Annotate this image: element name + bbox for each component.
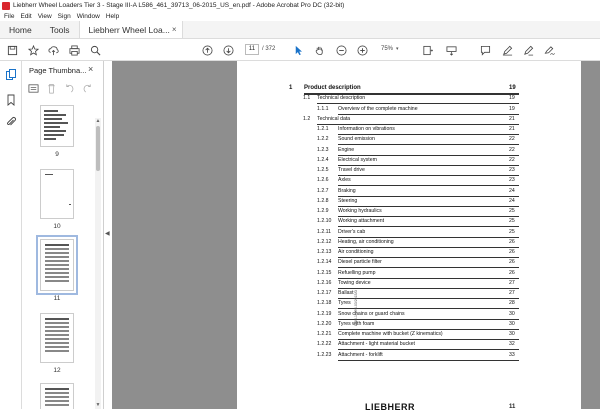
toc-underline (338, 134, 519, 135)
toc-number: 1.2.10 (317, 218, 332, 225)
thumbnail-label: 11 (53, 295, 61, 302)
toc-page-number: 19 (509, 85, 516, 91)
panel-close-button[interactable]: × (88, 64, 94, 74)
toc-entry[interactable] (237, 341, 581, 351)
toc-underline (338, 175, 519, 176)
toc-entry[interactable] (237, 116, 581, 126)
highlight-icon[interactable] (521, 43, 535, 57)
toc-underline (338, 308, 519, 309)
toc-page-number: 22 (509, 146, 515, 153)
toc-number: 1.1.1 (317, 105, 329, 112)
toc-underline (338, 144, 519, 145)
toc-entry[interactable] (237, 229, 581, 239)
window-title: Liebherr Wheel Loaders Tier 3 - Stage III-A L586_461_39713_06-2015_US_en.pdf - Adobe Acrobat Pro DC (32-bit) (13, 2, 345, 9)
toc-title: Complete machine with bucket (Z kinematics) (338, 331, 443, 337)
toc-title: Engine (338, 146, 355, 153)
toc-underline (338, 329, 519, 330)
toc-number: 1.2.14 (317, 259, 332, 266)
thumbnail-scrollbar[interactable] (95, 118, 101, 409)
toc-title: Working hydraulics (338, 208, 382, 214)
toc-underline (338, 165, 519, 166)
toc-underline (338, 155, 519, 156)
page-thumbnail-selected[interactable] (40, 239, 74, 291)
page-thumbnails-icon[interactable] (5, 69, 17, 81)
toc-underline (338, 114, 519, 115)
toc-number: 1.2.11 (317, 228, 332, 235)
toc-page-number: 22 (509, 136, 515, 143)
toc-title: Electrical system (338, 156, 377, 163)
toc-title: Driver's cab (338, 228, 366, 235)
toc-underline (338, 298, 519, 299)
toc-entry[interactable] (237, 239, 581, 249)
pen-icon[interactable] (500, 43, 514, 57)
toc-number: 1.2.19 (317, 310, 332, 317)
title-bar (0, 0, 600, 11)
toc-number: 1.2.18 (317, 300, 332, 307)
toc-title: Air conditioning (338, 249, 374, 255)
toc-title: Travel drive (338, 167, 365, 173)
print-icon[interactable] (67, 43, 81, 57)
toc-number: 1.2.6 (317, 177, 329, 184)
toc-title: Sound emission (338, 136, 375, 143)
menu-file[interactable]: File (4, 12, 15, 20)
toc-page-number: 28 (509, 300, 515, 307)
toolbar (0, 39, 600, 61)
menu-help[interactable]: Help (105, 12, 120, 20)
rotate-cw-icon[interactable] (82, 83, 93, 94)
page-side-text: L586-16396-03/2015/D (354, 289, 358, 326)
toc-underline (338, 206, 519, 207)
acrobat-icon (2, 2, 10, 10)
toc-entry[interactable] (237, 249, 581, 259)
toc-page-number: 21 (509, 115, 515, 122)
toc-entry[interactable] (237, 321, 581, 331)
toc-entry[interactable] (237, 85, 581, 95)
page-thumbnail[interactable] (40, 169, 74, 219)
toc-title: Overview of the complete machine (338, 105, 418, 112)
menu-window[interactable]: Window (76, 12, 100, 20)
tab-tools[interactable]: Tools (49, 24, 70, 35)
toc-entry[interactable] (237, 218, 581, 228)
toc-title: Heating, air conditioning (338, 238, 394, 245)
keyboard-icon[interactable] (444, 43, 458, 57)
toc-title: Snow chains or guard chains (338, 310, 405, 317)
panel-toolbar (28, 83, 93, 94)
zoom-out-icon[interactable] (334, 43, 348, 57)
comment-icon[interactable] (478, 43, 492, 57)
toc-underline (338, 339, 519, 340)
toc-page-number: 26 (509, 259, 515, 266)
toc-underline (338, 216, 519, 217)
toc-number: 1.2.22 (317, 341, 332, 348)
save-icon[interactable] (5, 43, 19, 57)
attachment-icon[interactable] (5, 116, 17, 128)
toc-title: Ballast (338, 290, 354, 296)
toc-number: 1.2.9 (317, 208, 329, 214)
page-number-input[interactable]: 11 (245, 44, 259, 55)
toc-entry[interactable] (237, 311, 581, 321)
toc-entry[interactable] (237, 157, 581, 167)
options-menu-icon[interactable] (28, 83, 39, 94)
previous-page-icon[interactable] (200, 43, 214, 57)
toc-number: 1.2.15 (317, 269, 332, 276)
tab-home[interactable]: Home (9, 24, 32, 35)
toc-number: 1.2.4 (317, 156, 329, 163)
rotate-ccw-icon[interactable] (64, 83, 75, 94)
toc-title: Technical description (317, 95, 366, 102)
toc-underline (338, 226, 519, 227)
toc-number: 1.2.12 (317, 238, 332, 245)
scroll-down-icon[interactable]: ▼ (95, 402, 101, 408)
toc-number: 1.2.8 (317, 197, 329, 204)
page-total: / 372 (262, 46, 276, 52)
sign-icon[interactable] (542, 43, 556, 57)
toc-page-number: 21 (509, 126, 515, 132)
toc-page-number: 26 (509, 269, 515, 276)
page-number: 11 (509, 404, 516, 410)
toc-underline (317, 124, 519, 125)
toc-title: Steering (338, 197, 358, 204)
tab-document-label: Liebherr Wheel Loa... (88, 24, 170, 35)
toc-entry[interactable] (237, 147, 581, 157)
toc-page-number: 30 (509, 331, 515, 337)
toc-number: 1.2.23 (317, 351, 332, 358)
toc-underline (338, 288, 519, 289)
toc-number: 1.2.13 (317, 249, 332, 255)
toc-page-number: 19 (509, 95, 515, 102)
toc-title: Tyres with foam (338, 320, 375, 327)
toc-title: Information on vibrations (338, 126, 395, 132)
thumbnail-label: 12 (53, 367, 61, 374)
menu-bar (0, 11, 600, 21)
toc-entry[interactable] (237, 106, 581, 116)
toc-page-number: 26 (509, 249, 515, 255)
toc-title: Refuelling pump (338, 269, 376, 276)
toc-number: 1.2.5 (317, 167, 329, 173)
toc-page-number: 19 (509, 105, 515, 112)
toc-title: Towing device (338, 279, 371, 286)
toc-page-number: 25 (509, 228, 515, 235)
toc-title: Axles (338, 177, 351, 184)
toc-number: 1.2.16 (317, 279, 332, 286)
page-thumbnail[interactable] (40, 313, 74, 363)
tab-document[interactable] (79, 21, 183, 38)
zoom-level[interactable]: 75% (381, 46, 394, 52)
toc-page-number: 32 (509, 341, 515, 348)
toc-page-number: 27 (509, 290, 515, 296)
toc-number: 1.2.2 (317, 136, 329, 143)
document-view[interactable] (112, 61, 600, 412)
toc-page-number: 24 (509, 187, 515, 194)
toc-number: 1.2.17 (317, 290, 332, 296)
pdf-page (237, 61, 581, 412)
toc-page-number: 33 (509, 351, 515, 358)
search-icon[interactable] (88, 43, 102, 57)
left-rail (0, 61, 22, 409)
toc-underline (338, 267, 519, 268)
toc-page-number: 23 (509, 177, 515, 184)
toc-entry[interactable] (237, 352, 581, 362)
toc-number: 1.2.3 (317, 146, 329, 153)
scroll-thumb[interactable] (96, 126, 100, 171)
toc-title: Diesel particle filter (338, 259, 382, 266)
toc-underline (338, 196, 519, 197)
page-thumbnail[interactable] (40, 105, 74, 147)
thumbnail-label: 9 (55, 151, 59, 158)
bookmark-icon[interactable] (5, 94, 17, 106)
toc-number: 1.1 (303, 95, 311, 102)
page-thumbnail[interactable] (40, 383, 74, 409)
hand-tool-icon[interactable] (312, 43, 326, 57)
menu-sign[interactable]: Sign (57, 12, 71, 20)
toc-page-number: 25 (509, 208, 515, 214)
next-page-icon[interactable] (221, 43, 235, 57)
toc-entry[interactable] (237, 167, 581, 177)
zoom-in-icon[interactable] (355, 43, 369, 57)
toc-underline (338, 257, 519, 258)
collapse-panel-icon[interactable]: ◀ (105, 231, 110, 237)
toc-entry[interactable] (237, 300, 581, 310)
toc-entry[interactable] (237, 331, 581, 341)
toc-entry[interactable] (237, 280, 581, 290)
toc-title: Attachment - forklift (338, 351, 383, 358)
toc-entry[interactable] (237, 136, 581, 146)
toc-underline (338, 185, 519, 186)
toc-entry[interactable] (237, 208, 581, 218)
toc-page-number: 30 (509, 320, 515, 327)
toc-entry[interactable] (237, 126, 581, 136)
toc-number: 1.2.20 (317, 320, 332, 327)
toc-entry[interactable] (237, 290, 581, 300)
toc-page-number: 22 (509, 156, 515, 163)
toc-number: 1.2.1 (317, 126, 329, 132)
toc-entry[interactable] (237, 188, 581, 198)
toc-entry[interactable] (237, 198, 581, 208)
select-cursor-icon[interactable] (291, 43, 305, 57)
toc-underline (338, 360, 519, 361)
toc-page-number: 24 (509, 197, 515, 204)
delete-icon[interactable] (46, 83, 57, 94)
toc-underline (317, 103, 519, 104)
toc-page-number: 30 (509, 310, 515, 317)
liebherr-logo: LIEBHERR (365, 402, 416, 412)
toc-entry[interactable] (237, 177, 581, 187)
thumbnails-panel (22, 61, 104, 409)
toc-title: Attachment - light material bucket (338, 341, 415, 348)
tab-bar (0, 21, 600, 39)
scroll-up-icon[interactable]: ▲ (95, 118, 101, 124)
toc-underline (338, 319, 519, 320)
toc-title: Braking (338, 187, 356, 194)
toc-entry[interactable] (237, 270, 581, 280)
toc-page-number: 23 (509, 167, 515, 173)
toc-entry[interactable] (237, 259, 581, 269)
panel-title: Page Thumbna... (29, 66, 87, 75)
toc-number: 1 (289, 85, 293, 91)
toc-number: 1.2 (303, 115, 311, 122)
menu-edit[interactable]: Edit (20, 12, 32, 20)
toc-title: Tyres (338, 300, 351, 307)
toc-number: 1.2.21 (317, 331, 332, 337)
toc-page-number: 26 (509, 238, 515, 245)
toc-underline (338, 349, 519, 350)
toc-title: Product description (304, 85, 361, 91)
star-icon[interactable] (26, 43, 40, 57)
upload-icon[interactable] (46, 43, 60, 57)
toc-underline (338, 278, 519, 279)
toc-underline (338, 237, 519, 238)
toc-entry[interactable] (237, 95, 581, 105)
toc-underline (338, 247, 519, 248)
thumbnail-label: 10 (53, 223, 61, 230)
tab-close-button[interactable]: × (171, 25, 177, 34)
toc-title: Working attachment (338, 218, 385, 225)
toc-number: 1.2.7 (317, 187, 329, 194)
toc-page-number: 27 (509, 279, 515, 286)
toc-page-number: 25 (509, 218, 515, 225)
fit-page-icon[interactable] (420, 43, 434, 57)
menu-view[interactable]: View (37, 12, 52, 20)
chevron-down-icon[interactable]: ▾ (396, 46, 399, 52)
toc-title: Technical data (317, 115, 351, 122)
